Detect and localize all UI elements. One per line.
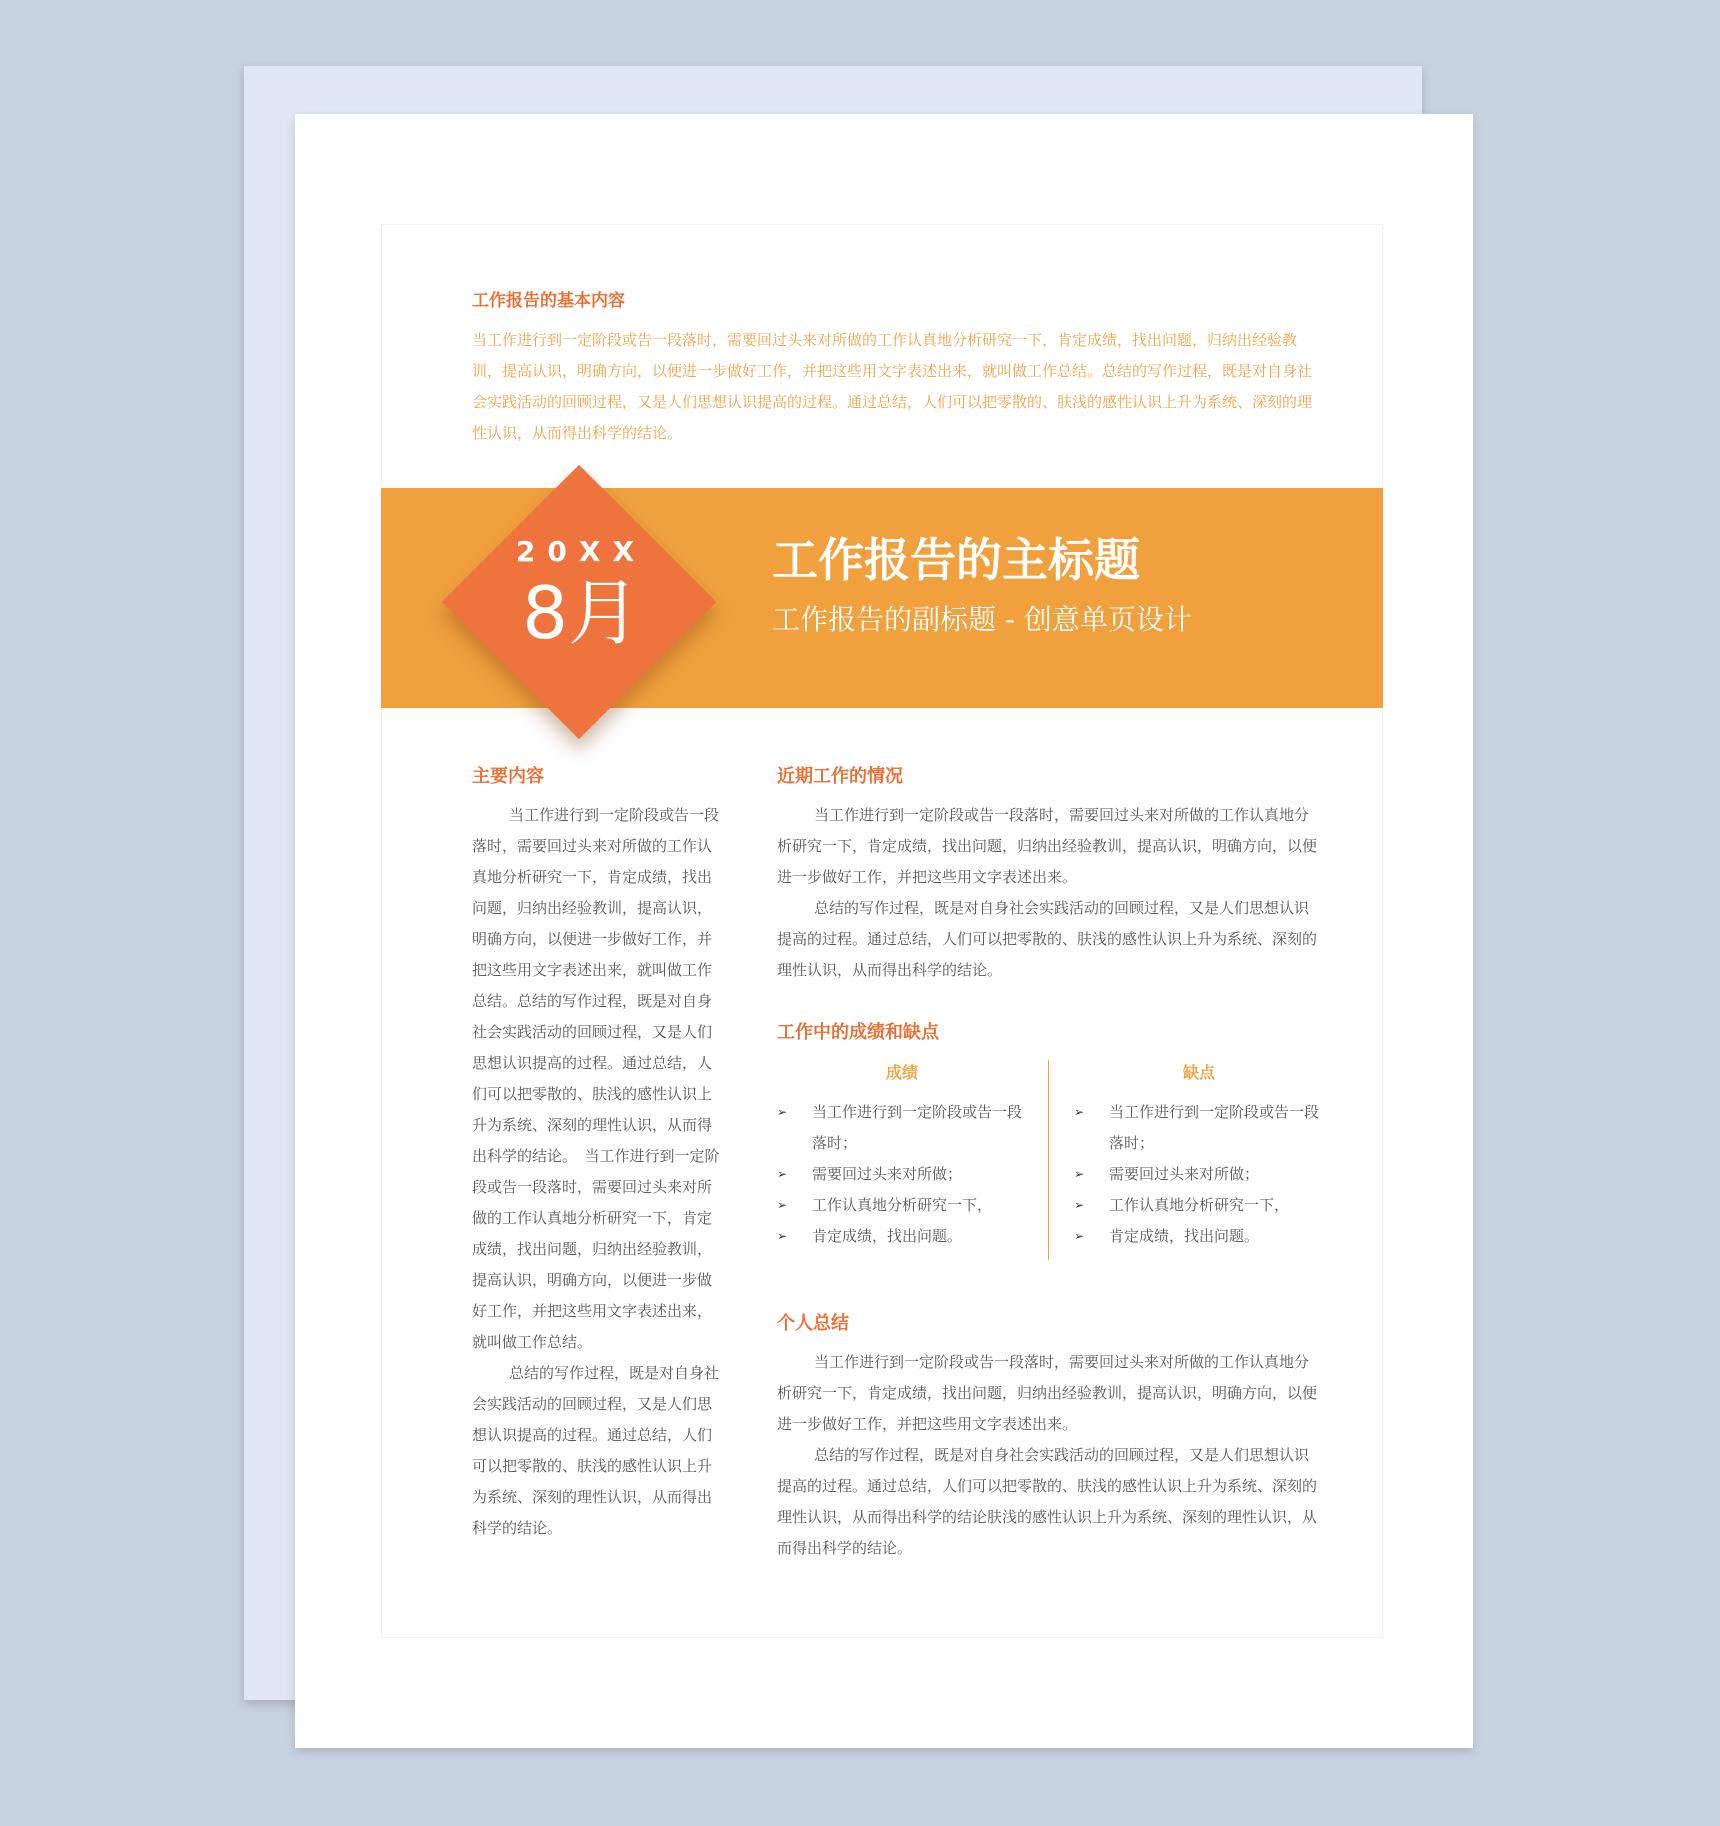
list-item [1074,1221,1324,1252]
list-item [777,1159,1027,1190]
summary-section [777,1309,1317,1564]
document-page [295,114,1473,1748]
list-item-text: 肯定成绩，找出问题。 [1109,1227,1260,1245]
main-content-paragraph: 总结的写作过程，既是对自身社会实践活动的回顾过程，又是人们思想认识提高的过程。通过总结，人们可以把零散的、肤浅的感性认识上升为系统、深刻的理性认识，从而得出科学的结论。 [472,1364,720,1537]
arrow-bullet-icon: ➢ [1074,1167,1085,1181]
list-item [777,1190,1027,1221]
list-item-text: 需要回过头来对所做； [812,1165,963,1183]
arrow-bullet-icon: ➢ [777,1105,788,1119]
arrow-bullet-icon: ➢ [1074,1105,1085,1119]
recent-work-section [777,762,1317,986]
flaws-title: 缺点 [1182,1063,1215,1082]
arrow-bullet-icon: ➢ [1074,1229,1085,1243]
achievements-columns [777,1060,1320,1260]
list-item-text: 当工作进行到一定阶段或告一段落时； [812,1103,1023,1152]
arrow-bullet-icon: ➢ [777,1198,788,1212]
list-item-text: 工作认真地分析研究一下， [1109,1196,1290,1214]
flaws-column [1074,1060,1324,1252]
list-item [777,1221,1027,1252]
summary-paragraph: 总结的写作过程，既是对自身社会实践活动的回顾过程，又是人们思想认识提高的过程。通过总结，人们可以把零散的、肤浅的感性认识上升为系统、深刻的理性认识，从而得出科学的结论肤浅的感性认识上升为系统、深刻的理性认识，从而得出科学的结论。 [777,1446,1318,1557]
list-item-text: 工作认真地分析研究一下， [812,1196,993,1214]
intro-title: 工作报告的基本内容 [472,291,625,311]
summary-paragraph: 当工作进行到一定阶段或告一段落时，需要回过头来对所做的工作认真地分析研究一下，肯定成绩，找出问题，归纳出经验教训，提高认识，明确方向，以便进一步做好工作，并把这些用文字表述出来。 [777,1353,1318,1433]
merits-column [777,1060,1027,1252]
merits-list [777,1097,1027,1252]
arrow-bullet-icon: ➢ [1074,1198,1085,1212]
recent-work-paragraph: 当工作进行到一定阶段或告一段落时，需要回过头来对所做的工作认真地分析研究一下，肯定成绩，找出问题，归纳出经验教训，提高认识，明确方向，以便进一步做好工作，并把这些用文字表述出来。 [777,806,1318,886]
list-item [1074,1159,1324,1190]
intro-section [472,286,1315,449]
list-item-text: 肯定成绩，找出问题。 [812,1227,963,1245]
list-item-text: 需要回过头来对所做； [1109,1165,1260,1183]
main-content-section [472,762,722,1544]
list-item [1074,1190,1324,1221]
main-content-title: 主要内容 [472,766,544,787]
achievements-section [777,1018,1320,1260]
date-month: 8月 [522,571,640,655]
list-item-text: 当工作进行到一定阶段或告一段落时； [1109,1103,1320,1152]
column-divider [1048,1060,1049,1260]
recent-work-title: 近期工作的情况 [777,766,903,787]
main-content-paragraph: 当工作进行到一定阶段或告一段落时，需要回过头来对所做的工作认真地分析研究一下，肯定成绩，找出问题，归纳出经验教训，提高认识，明确方向，以便进一步做好工作，并把这些用文字表述出来，就叫做工作总结。总结的写作过程，既是对自身社会实践活动的回顾过程，又是人们思想认识提高的过程。通过总结，人们可以把零散的、肤浅的感性认识上升为系统、深刻的理性认识，从而得出科学的结论。 当工作进行到一定阶段或告一段落时，需要回过头来对所做的工作认真地分析研究一下，肯定成绩，找出问题，归纳出经验教训，提高认识，明确方向，以便进一步做好工作，并把这些用文字表述出来，就叫做工作总结。 [472,806,720,1351]
merits-title: 成绩 [885,1063,918,1082]
date-year: 20XX [515,535,647,568]
achievements-title: 工作中的成绩和缺点 [777,1022,939,1043]
list-item [1074,1097,1324,1159]
arrow-bullet-icon: ➢ [777,1229,788,1243]
flaws-list [1074,1097,1324,1252]
recent-work-paragraph: 总结的写作过程，既是对自身社会实践活动的回顾过程，又是人们思想认识提高的过程。通过总结，人们可以把零散的、肤浅的感性认识上升为系统、深刻的理性认识，从而得出科学的结论。 [777,899,1318,979]
list-item [777,1097,1027,1159]
main-title: 工作报告的主标题 [772,533,1140,587]
subtitle: 工作报告的副标题 - 创意单页设计 [772,603,1192,636]
arrow-bullet-icon: ➢ [777,1167,788,1181]
intro-text: 当工作进行到一定阶段或告一段落时，需要回过头来对所做的工作认真地分析研究一下，肯定成绩，找出问题，归纳出经验教训，提高认识，明确方向，以便进一步做好工作，并把这些用文字表述出来，就叫做工作总结。总结的写作过程，既是对自身社会实践活动的回顾过程，又是人们思想认识提高的过程。通过总结，人们可以把零散的、肤浅的感性认识上升为系统、深刻的理性认识，从而得出科学的结论。 [472,331,1313,442]
summary-title: 个人总结 [777,1313,849,1334]
